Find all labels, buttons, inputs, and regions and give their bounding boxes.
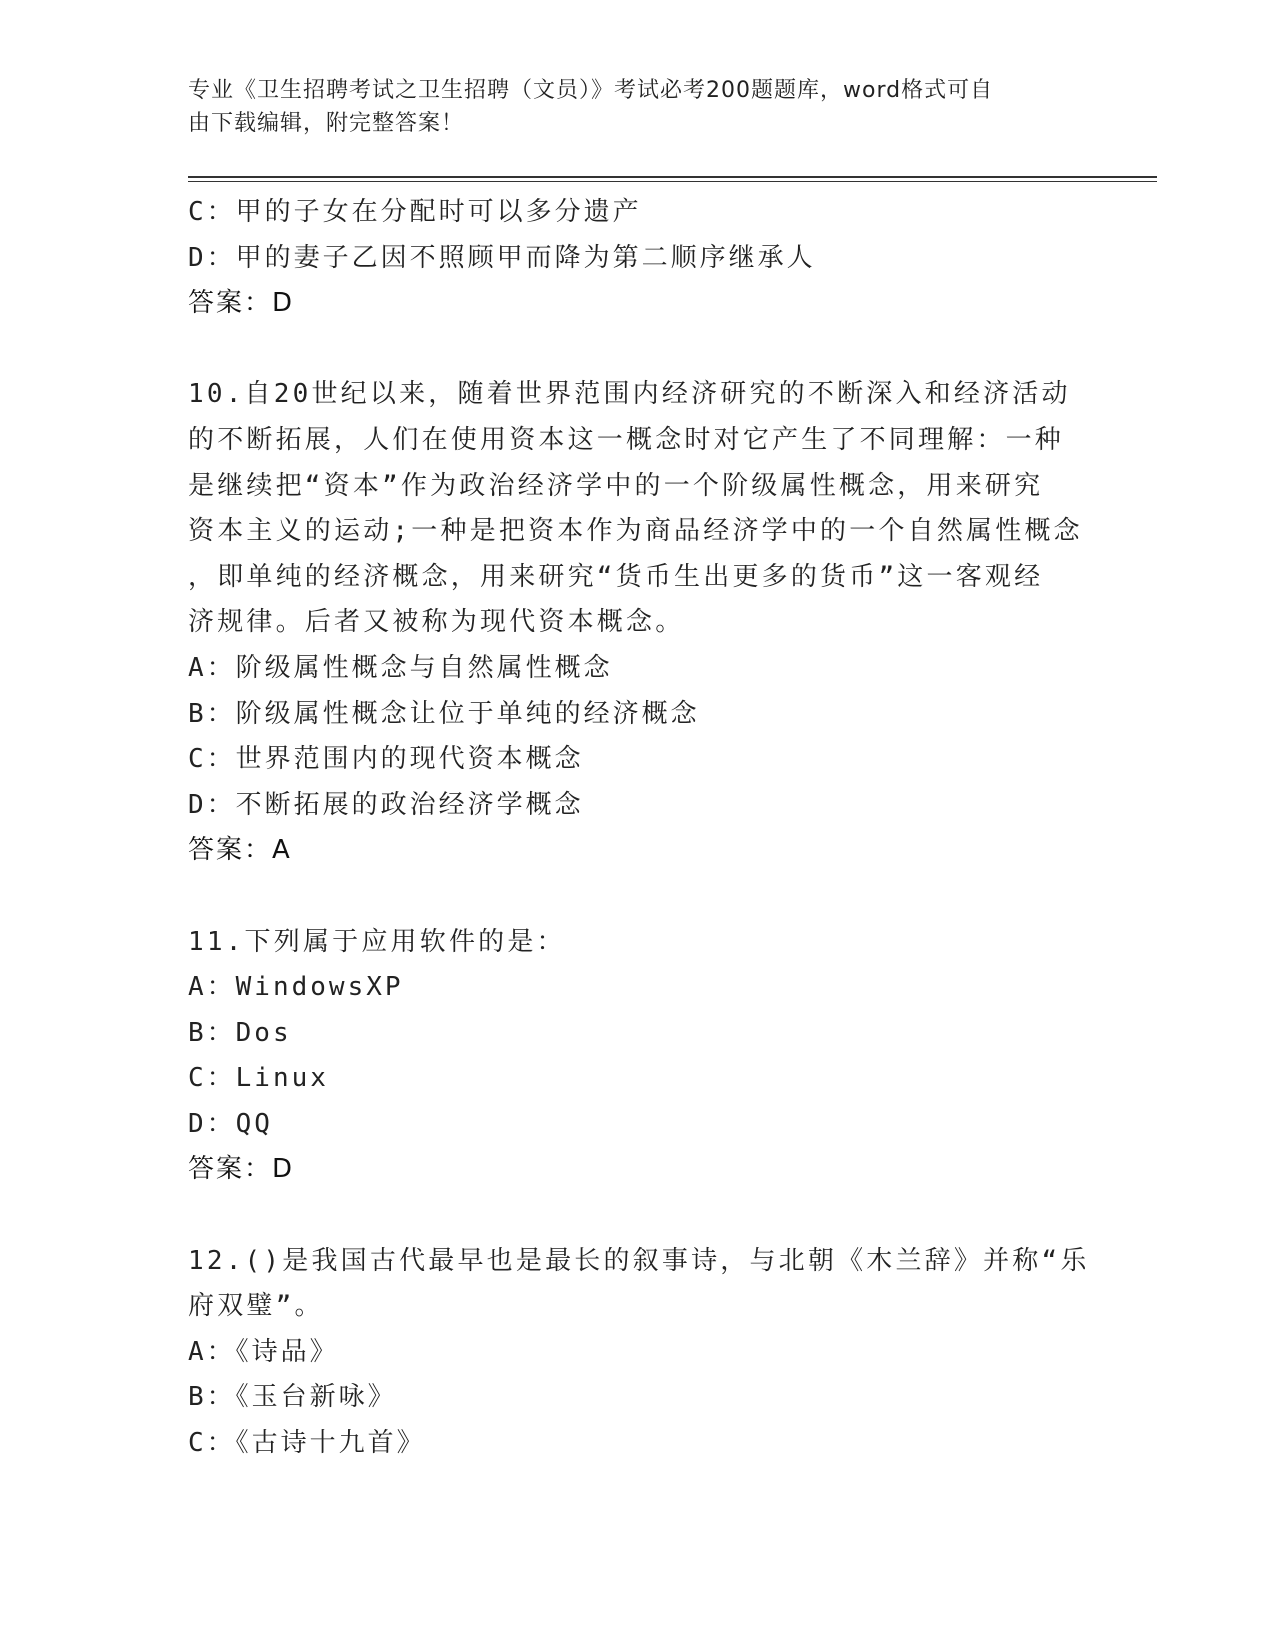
option-a: A：阶级属性概念与自然属性概念 [188, 652, 613, 683]
answer-line: 答案：D [188, 1154, 295, 1185]
answer-line: 答案：A [188, 835, 292, 866]
spacer [188, 327, 1088, 373]
option-b: B：阶级属性概念让位于单纯的经济概念 [188, 698, 700, 729]
option-c: C：Linux [188, 1063, 329, 1094]
header-divider-thin [188, 181, 1157, 182]
spacer [188, 1193, 1088, 1239]
question-stem-line: 11.下列属于应用软件的是： [188, 926, 566, 957]
option-b: B：Dos [188, 1017, 292, 1048]
option-a: A：《诗品》 [188, 1336, 339, 1367]
question-stem-line: 资本主义的运动;一种是把资本作为商品经济学中的一个自然属性概念 [188, 516, 1083, 547]
question-stem-line: 10.自20世纪以来，随着世界范围内经济研究的不断深入和经济活动 [188, 379, 1071, 410]
previous-question [188, 190, 1088, 327]
option-b: B：《玉台新咏》 [188, 1382, 397, 1413]
question-stem-line: 的不断拓展，人们在使用资本这一概念时对它产生了不同理解：一种 [188, 424, 1065, 455]
question-stem-line: 是继续把“资本”作为政治经济学中的一个阶级属性概念，用来研究 [188, 470, 1044, 501]
option-d: D：甲的妻子乙因不照顾甲而降为第二顺序继承人 [188, 242, 816, 273]
question-11 [188, 920, 1088, 1194]
question-12 [188, 1239, 1088, 1467]
question-stem-line: 府双璧”。 [188, 1291, 324, 1322]
answer-line: 答案：D [188, 288, 295, 319]
question-10 [188, 372, 1088, 874]
option-d: D：不断拓展的政治经济学概念 [188, 789, 584, 820]
option-d: D：QQ [188, 1108, 273, 1139]
option-c: C：世界范围内的现代资本概念 [188, 744, 584, 775]
document-header [188, 74, 1088, 140]
question-stem-line: 12.()是我国古代最早也是最长的叙事诗，与北朝《木兰辞》并称“乐 [188, 1245, 1090, 1276]
question-stem-line: 济规律。后者又被称为现代资本概念。 [188, 607, 685, 638]
option-c: C：《古诗十九首》 [188, 1428, 426, 1459]
header-line-1: 专业《卫生招聘考试之卫生招聘（文员）》考试必考200题题库，word格式可自 [188, 78, 994, 103]
spacer [188, 874, 1088, 920]
header-line-2: 由下载编辑，附完整答案！ [188, 111, 465, 136]
option-c: C：甲的子女在分配时可以多分遗产 [188, 197, 642, 227]
option-a: A：WindowsXP [188, 972, 404, 1003]
question-content [188, 190, 1088, 1467]
header-divider-thick [188, 176, 1157, 178]
question-stem-line: ，即单纯的经济概念，用来研究“货币生出更多的货币”这一客观经 [188, 561, 1044, 592]
